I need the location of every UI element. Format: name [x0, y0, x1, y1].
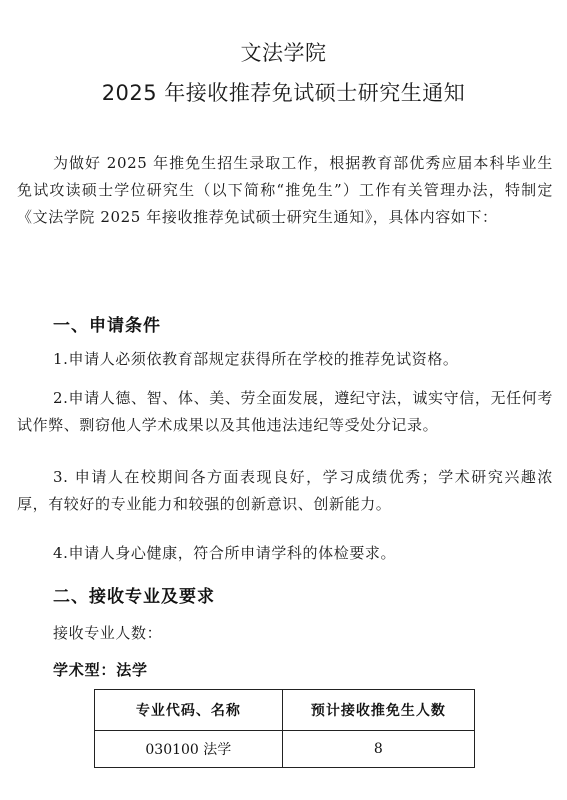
document-title-line2: 2025 年接收推荐免试硕士研究生通知	[101, 81, 466, 105]
table-header-row	[95, 690, 475, 731]
quota-label: 接收专业人数：	[53, 624, 163, 642]
document-title-line1: 文法学院	[240, 41, 327, 65]
quota-table	[94, 689, 475, 768]
table-cell-count: 8	[282, 731, 474, 768]
condition-item-2: 2.申请人德、智、体、美、劳全面发展，遵纪守法，诚实守信，无任何考试作弊、剽窃他人学术成果以及其他违法违纪等受处分记录。	[17, 389, 553, 434]
table-row	[95, 731, 475, 768]
table-cell-major: 030100 法学	[95, 731, 283, 768]
section2-heading: 二、接收专业及要求	[53, 587, 215, 607]
section1-heading: 一、申请条件	[53, 316, 161, 336]
intro-paragraph: 为做好 2025 年推免生招生录取工作，根据教育部优秀应届本科毕业生免试攻读硕士学位研究生（以下简称“推免生”）工作有关管理办法，特制定《文法学院 2025 年接收推荐免试硕士研究生通知》，具体内容如下：	[17, 154, 553, 226]
program-type-label: 学术型：法学	[53, 661, 148, 679]
condition-item-3: 3. 申请人在校期间各方面表现良好，学习成绩优秀；学术研究兴趣浓厚，有较好的专业能力和较强的创新意识、创新能力。	[17, 468, 553, 513]
table-header-quota: 预计接收推免生人数	[282, 690, 474, 731]
condition-item-1: 1.申请人必须依教育部规定获得所在学校的推荐免试资格。	[53, 350, 459, 368]
condition-item-4: 4.申请人身心健康，符合所申请学科的体检要求。	[53, 544, 397, 562]
table-header-code-name: 专业代码、名称	[95, 690, 283, 731]
